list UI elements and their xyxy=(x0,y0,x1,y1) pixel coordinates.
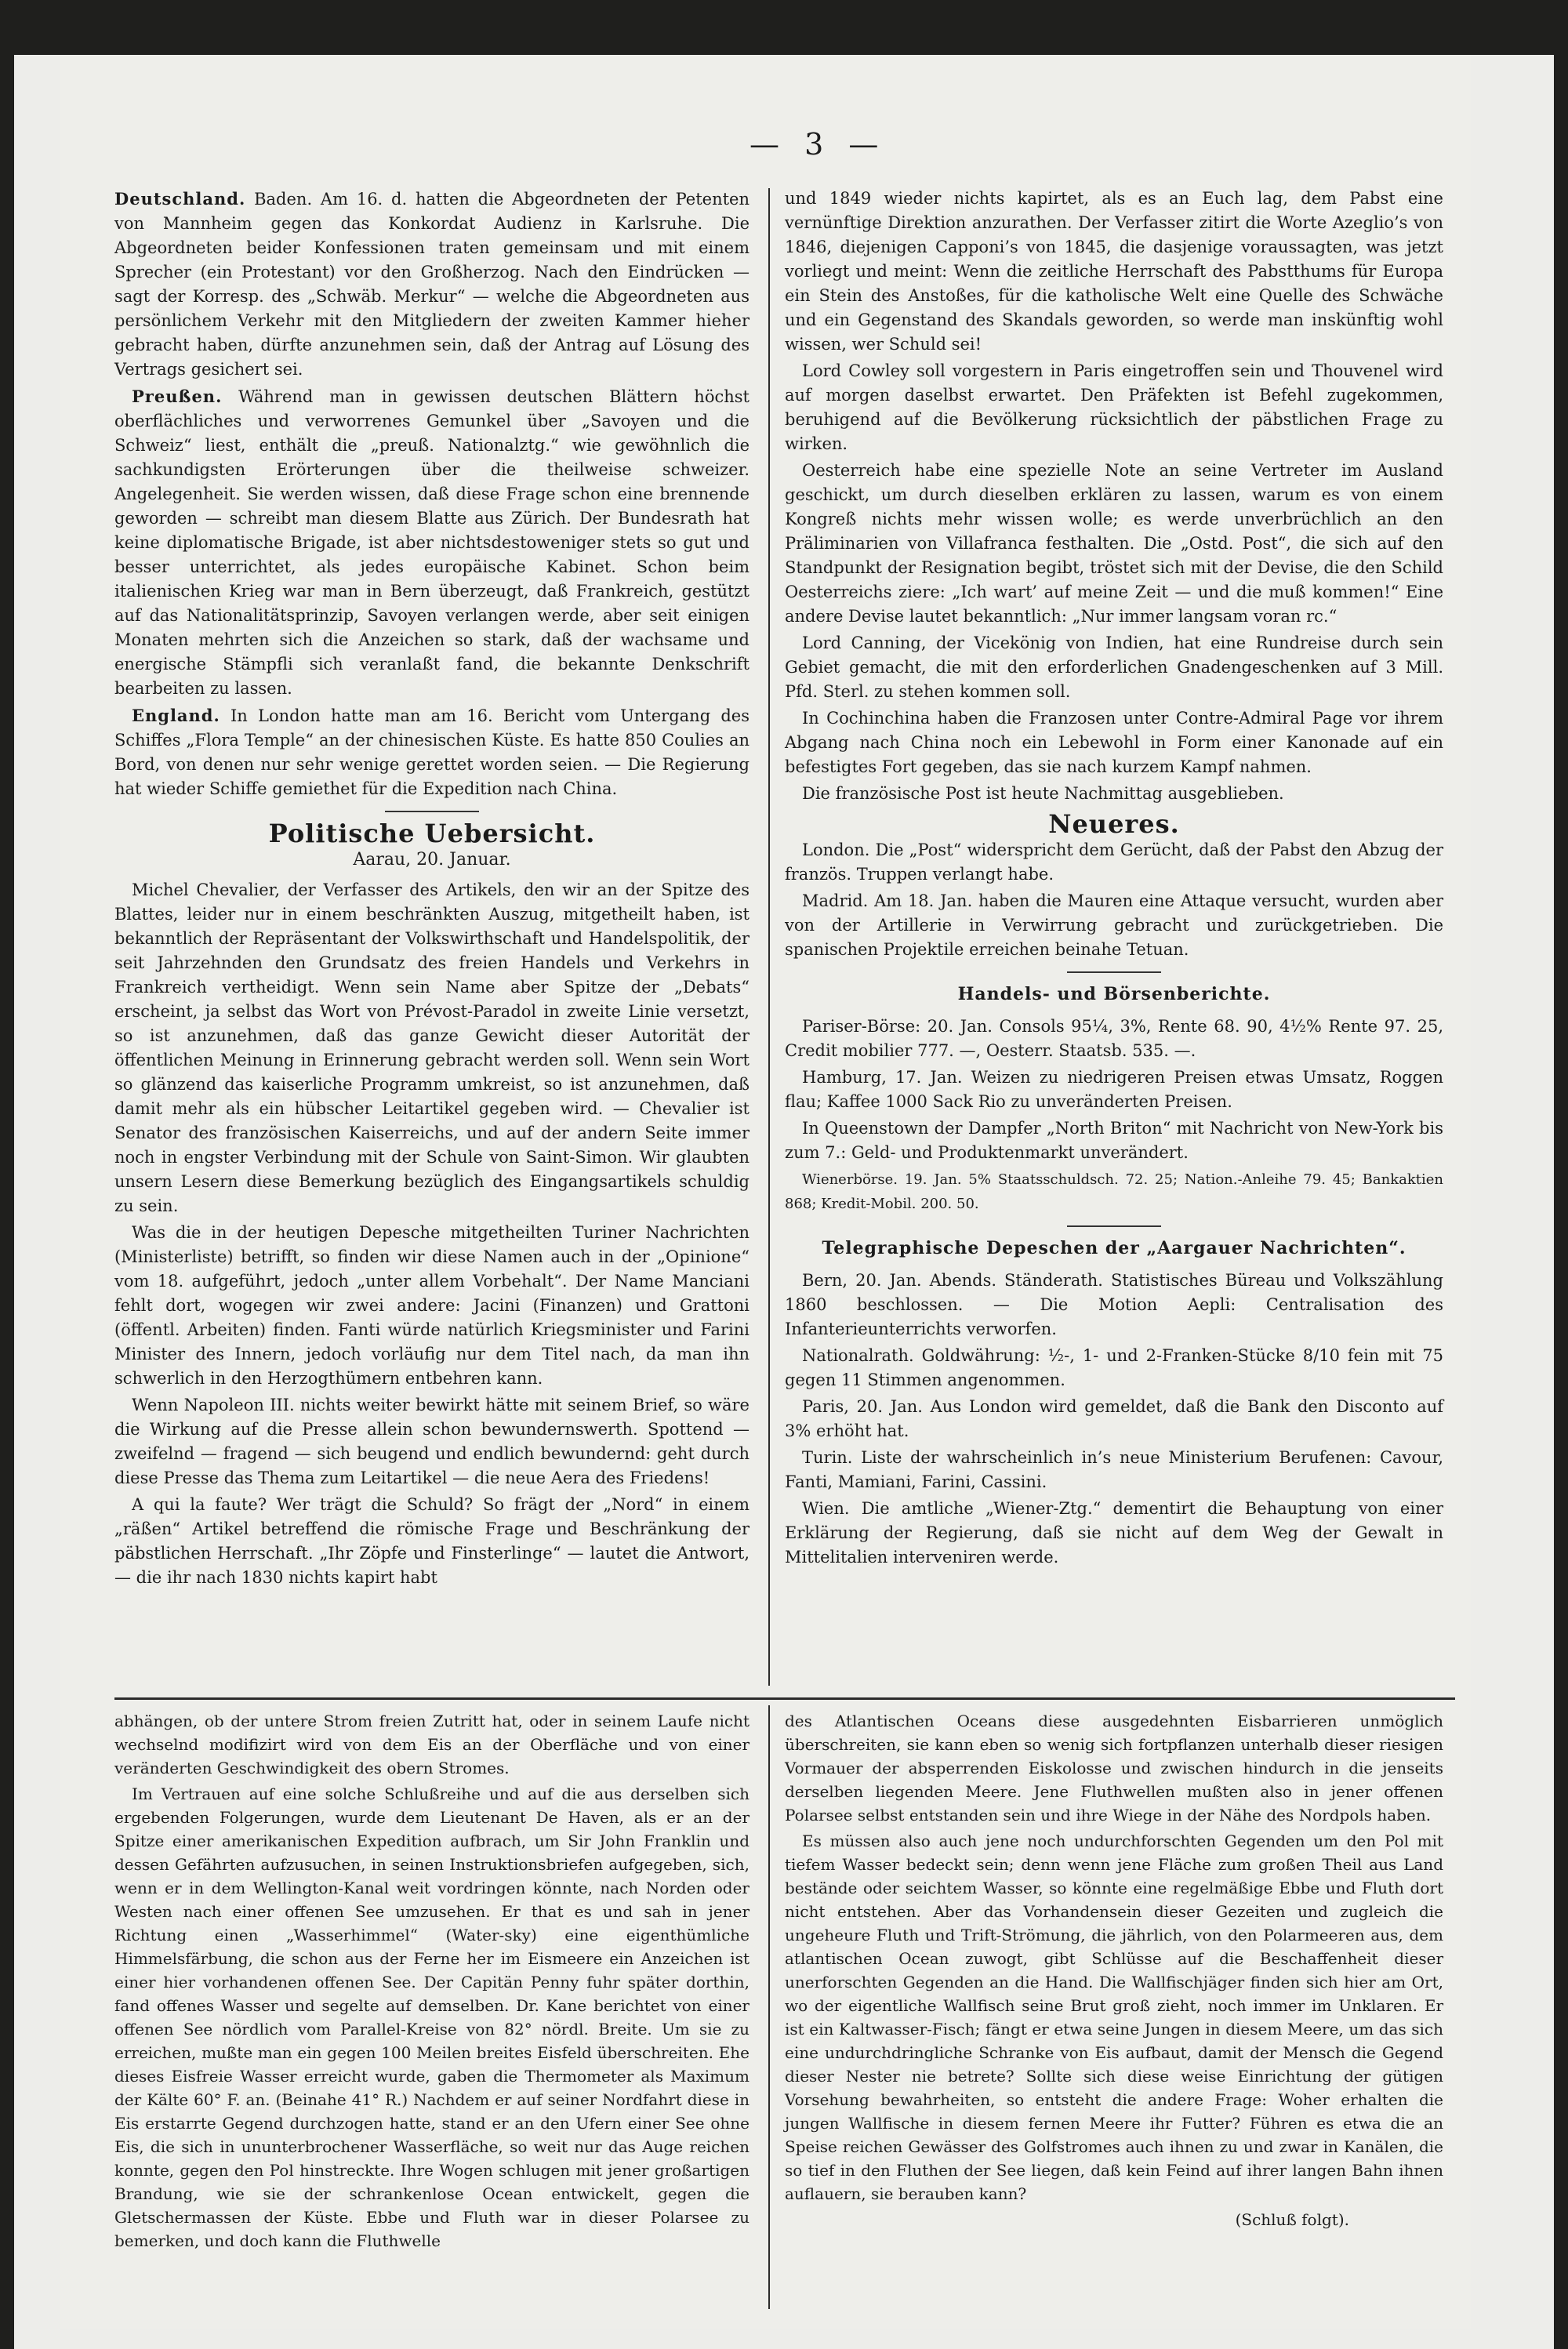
paragraph-wienerboerse: Wienerbörse. 19. Jan. 5% Staatsschuldsch. 72. 25; Nation.-Anleihe 79. 45; Bankaktien 868; Kredit-Mobil. 200. 50. xyxy=(785,1171,1443,1212)
feuilleton-paragraph-2: Im Vertrauen auf eine solche Schlußreihe und auf die aus derselben sich ergebenden Folgerungen, wurde dem Lieutenant De Haven, als er an der Spitze einer amerikanischen Expedition aufbrach, um Sir John Franklin und dessen Gefährten aufzusuchen, in seinen Instruktionsbriefen aufgegeben, sich, wenn er in dem Wellington-Kanal weit vordringen könnte, nach Norden oder Westen nach einer offenen See umzusehen. Er that es und sah in jener Richtung einen „Wasserhimmel“ (Water-sky) eine eigenthümliche Himmelsfärbung, die schon aus der Ferne her im Eismeere ein Anzeichen ist einer hier vorhandenen offenen See. Der Capitän Penny fuhr später dorthin, fand offenes Wasser und segelte auf demselben. Dr. Kane berichtet von einer offenen See nördlich vom Parallel-Kreise von 82° nördl. Breite. Um sie zu erreichen, mußte man ein gegen 100 Meilen breites Eisfeld überschreiten. Ehe dieses Eisfreie Wasser erreicht wurde, gaben die Thermometer als Maximum der Kälte 60° F. an. (Beinahe 41° R.) Nachdem er auf seiner Nordfahrt diese in Eis erstarrte Gegend durchzogen hatte, stand er an den Ufern einer See ohne Eis, die sich in ununterbrochener Wasserfläche, so weit nur das Auge reichen konnte, gegen den Pol hinstreckte. Ihre Wogen schlugen mit jener großartigen Brandung, wie sie der schrankenlose Ocean entwickelt, gegen die Gletschermassen der Küste. Ebbe und Fluth war in dieser Polarsee zu bemerken, und doch kann die Fluthwelle xyxy=(114,1784,750,2250)
paragraph-napoleon: Wenn Napoleon III. nichts weiter bewirkt hätte mit seinem Brief, so wäre die Wirkung auf die Presse allein schon bewundernswerth. Spottend — zweifelnd — fragend — sich beugend und endlich bewundernd: geht durch diese Presse das Thema zum Leitartikel — die neue Aera des Friedens! xyxy=(114,1396,750,1487)
paragraph-canning: Lord Canning, der Vicekönig von Indien, hat eine Rundreise durch sein Gebiet gemacht, die mit den erforderlichen Gnadengeschenken auf 3 Mill. Pfd. Sterl. zu stehen kommen soll. xyxy=(785,634,1443,701)
paragraph-oesterreich: Oesterreich habe eine spezielle Note an seine Vertreter im Ausland geschickt, um durch dieselben erklären zu lassen, warum es von einem Kongreß nichts mehr wissen wolle; es werde unverbrüchlich an den Präliminarien von Villafranca festhalten. Die „Ostd. Post“, die sich auf den Standpunkt der Resignation begibt, tröstet sich mit der Devise, die den Schild Oesterreichs ziere: „Ich wart’ auf meine Zeit — und die muß kommen!“ Eine andere Devise lautet bekanntlich: „Nur immer langsam voran rc.“ xyxy=(785,461,1443,626)
paragraph-paris: Paris, 20. Jan. Aus London wird gemeldet, daß die Bank den Disconto auf 3% erhöht hat. xyxy=(785,1397,1443,1440)
paragraph-hamburg: Hamburg, 17. Jan. Weizen zu niedrigeren Preisen etwas Umsatz, Roggen flau; Kaffee 1000 Sack Rio zu unveränderten Preisen. xyxy=(785,1068,1443,1111)
subhead-boersenberichte: Handels- und Börsenberichte. xyxy=(957,984,1271,1004)
column-bottom-right xyxy=(785,1709,1443,2231)
paragraph-london: London. Die „Post“ widerspricht dem Gerücht, daß der Pabst den Abzug der französ. Truppen verlangt habe. xyxy=(785,840,1443,884)
paragraph-turin-news: Was die in der heutigen Depesche mitgetheilten Turiner Nachrichten (Ministerliste) betrifft, so finden wir diese Namen auch in der „Opinione“ vom 18. aufgeführt, jedoch „unter allem Vorbehalt“. Der Name Manciani fehlt dort, wogegen wir zwei andere: Jacini (Finanzen) und Grattoni (öffentl. Arbeiten) finden. Fanti würde natürlich Kriegsminister und Farini Minister des Innern, jedoch vorläufig nur dem Titel nach, da man ihn schwerlich in den Herzogthümern entbehren kann. xyxy=(114,1223,750,1388)
feuilleton-paragraph-3: des Atlantischen Oceans diese ausgedehnten Eisbarrieren unmöglich überschreiten, sie kann eben so wenig sich fortpflanzen unterhalb dieser riesigen Vormauer der absperrenden Eiskolosse und zwischen hindurch in die jenseits derselben liegenden Meere. Jene Fluthwellen mußten also in jener offenen Polarsee selbst entstanden sein und ihre Wiege in der Nähe des Nordpols haben. xyxy=(785,1712,1443,1824)
heading-preussen: Preußen. xyxy=(132,387,223,406)
section-rule xyxy=(385,811,479,812)
continuation-note: (Schluß folgt). xyxy=(1235,2210,1349,2229)
paragraph-pariser-boerse: Pariser-Börse: 20. Jan. Consols 95¼, 3%, Rente 68. 90, 4½% Rente 97. 25, Credit mobilier 777. —, Oesterr. Staatsb. 535. —. xyxy=(785,1017,1443,1060)
feuilleton-paragraph-4: Es müssen also auch jene noch undurchforschten Gegenden um den Pol mit tiefem Wasser bedeckt sein; denn wenn jene Fläche zum großen Theil aus Land bestände oder seichtem Wasser, so könnte eine regelmäßige Ebbe und Fluth dort nicht entstehen. Aber das Vorhandensein dieser Gezeiten und zugleich die ungeheure Fluth und Trift-Strömung, die jährlich, von den Polarmeeren aus, dem atlantischen Ocean zuwogt, gibt Schlüsse auf die Beschaffenheit dieser unerforschten Gegenden an die Hand. Die Wallfischjäger finden sich hier am Ort, wo der eigentliche Wallfisch seine Brut groß zieht, noch immer im Unklaren. Er ist ein Kaltwasser-Fisch; fängt er etwa seine Jungen in diesem Meere, um das sich eine undurchdringliche Schranke von Eis aufbaut, damit der Mensch die Gegend dieser Nester nie betrete? Sollte sich diese weise Einrichtung der gütigen Vorsehung bewahrheiten, so entsteht die andere Frage: Woher erhalten die jungen Wallfische in diesem fernen Meere ihr Futter? Führen es etwa die an Speise reichen Gewässer des Golfstromes auch ihnen zu und zwar in Kanälen, die so tief in den Fluthen der See liegen, daß kein Feind auf ihrer langen Bahn ihnen auflauern, sie berauben kann? xyxy=(785,1832,1443,2203)
paragraph-chevalier: Michel Chevalier, der Verfasser des Artikels, den wir an der Spitze des Blattes, leider nur in einem beschränkten Auszug, mitgetheilt haben, ist bekanntlich der Repräsentant der Volkswirthschaft und Handelspolitik, der seit Jahrzehnden den Grundsatz des freien Handels und Verkehrs in Frankreich vertheidigt. Wenn sein Name aber Spitze der „Debats“ erscheint, ja selbst das Wort von Prévost-Paradol in zweite Linie versetzt, so ist anzunehmen, daß das ganze Gewicht dieser Autorität der öffentlichen Meinung in Erinnerung gebracht werden soll. Wenn sein Wort so glänzend das kaiserliche Programm umkreist, so ist anzunehmen, daß damit mehr als ein hübscher Leitartikel gegeben wird. — Chevalier ist Senator des französischen Kaiserreichs, und auf der andern Seite immer noch in engster Verbindung mit der Schule von Saint-Simon. Wir glaubten unsern Lesern diese Bemerkung bezüglich des Eingangsartikels schuldig zu sein. xyxy=(114,880,750,1215)
heading-england: England. xyxy=(132,706,220,725)
article-preussen xyxy=(114,384,750,701)
paragraph-nationalrath: Nationalrath. Goldwährung: ½-, 1- und 2-Franken-Stücke 8/10 fein mit 75 gegen 11 Stimmen angenommen. xyxy=(785,1346,1443,1389)
column-divider-top xyxy=(768,188,770,1686)
page-number: — 3 — xyxy=(750,127,887,162)
paragraph-continued: und 1849 wieder nichts kapirtet, als es an Euch lag, dem Pabst eine vernünftige Direktion anzurathen. Der Verfasser zitirt die Worte Azeglio’s von 1846, diejenigen Capponi’s von 1845, die dasjenige voraussagten, was jetzt vorliegt und meint: Wenn die zeitliche Herrschaft des Pabstthums für Europa ein Stein des Anstoßes, für die katholische Welt eine Quelle des Schwäche und ein Gegenstand des Skandals geworden, so werde man inskünftig wohl wissen, wer Schuld sei! xyxy=(785,189,1443,354)
article-deutschland xyxy=(114,187,750,382)
text-england: In London hatte man am 16. Bericht vom Untergang des Schiffes „Flora Temple“ an der chinesischen Küste. Es hatte 850 Coulies an Bord, von denen nur sehr wenige gerettet worden seien. — Die Regierung hat wieder Schiffe gemiethet für die Expedition nach China. xyxy=(114,706,750,798)
paragraph-nord: A qui la faute? Wer trägt die Schuld? So frägt der „Nord“ in einem „räßen“ Artikel betreffend die römische Frage und Beschränkung der päbstlichen Herrschaft. „Ihr Zöpfe und Finsterlinge“ — lautet die Antwort, — die ihr nach 1830 nichts kapirt habt xyxy=(114,1495,750,1587)
scan-background xyxy=(14,55,1554,2349)
section-rule xyxy=(1067,971,1161,973)
paragraph-madrid: Madrid. Am 18. Jan. haben die Mauren eine Attaque versucht, wurden aber von der Artillerie in Verwirrung gebracht und zurückgetrieben. Die spanischen Projektile erreichen beinahe Tetuan. xyxy=(785,891,1443,959)
section-rule xyxy=(1067,1225,1161,1227)
horizontal-divider xyxy=(114,1697,1455,1700)
column-top-left xyxy=(114,187,750,1592)
article-england xyxy=(114,703,750,801)
paragraph-wien: Wien. Die amtliche „Wiener-Ztg.“ dementirt die Behauptung von einer Erklärung der Regierung, daß sie nicht auf dem Weg der Gewalt in Mittelitalien interveniren werde. xyxy=(785,1499,1443,1567)
column-bottom-left xyxy=(114,1709,750,2255)
paragraph-post: Die französische Post ist heute Nachmittag ausgeblieben. xyxy=(802,784,1284,803)
paragraph-turin: Turin. Liste der wahrscheinlich in’s neue Ministerium Berufenen: Cavour, Fanti, Mamiani, Farini, Cassini. xyxy=(785,1448,1443,1491)
section-title-neueres: Neueres. xyxy=(1048,809,1180,839)
dateline: Aarau, 20. Januar. xyxy=(353,850,511,870)
section-title-politische-uebersicht: Politische Uebersicht. xyxy=(268,819,596,848)
column-divider-bottom xyxy=(768,1705,770,2309)
text-deutschland: Baden. Am 16. d. hatten die Abgeordneten der Petenten von Mannheim gegen das Konkordat Audienz in Karlsruhe. Die Abgeordneten beider Konfessionen traten gemeinsam und mit einem Sprecher (ein Protestant) vor den Großherzog. Nach den Eindrücken — sagt der Korresp. des „Schwäb. Merkur“ — welche die Abgeordneten aus persönlichem Verkehr mit den Mitgliedern der zweiten Kammer hieher gebracht haben, dürfte anzunehmen sein, daß der Antrag auf Lösung des Vertrags gesichert sei. xyxy=(114,190,750,379)
paragraph-queenstown: In Queenstown der Dampfer „North Briton“ mit Nachricht von New-York bis zum 7.: Geld- und Produktenmarkt unverändert. xyxy=(785,1119,1443,1162)
heading-deutschland: Deutschland. xyxy=(114,189,246,209)
column-top-right xyxy=(785,187,1443,1572)
paragraph-cowley: Lord Cowley soll vorgestern in Paris eingetroffen sein und Thouvenel wird auf morgen daselbst erwartet. Den Präfekten ist Befehl zugekommen, beruhigend auf die Bevölkerung rücksichtlich der päbstlichen Frage zu wirken. xyxy=(785,361,1443,453)
paragraph-bern: Bern, 20. Jan. Abends. Ständerath. Statistisches Büreau und Volkszählung 1860 beschlossen. — Die Motion Aepli: Centralisation des Infanterieunterrichts verworfen. xyxy=(785,1271,1443,1338)
subhead-depeschen: Telegraphische Depeschen der „Aargauer Nachrichten“. xyxy=(822,1238,1406,1258)
text-preussen: Während man in gewissen deutschen Blättern höchst oberflächliches und verworrenes Gemunkel über „Savoyen und die Schweiz“ liest, enthält die „preuß. Nationalztg.“ wie gewöhnlich die sachkundigsten Erörterungen über die theilweise schweizer. Angelegenheit. Sie werden wissen, daß diese Frage schon eine brennende geworden — schreibt man diesem Blatte aus Zürich. Der Bundesrath hat keine diplomatische Brigade, ist aber nichtsdestoweniger stets so gut und besser unterrichtet, als jedes europäische Kabinet. Schon beim italienischen Krieg war man in Bern überzeugt, daß Frankreich, gestützt auf das Nationalitätsprinzip, Savoyen verlangen werde, aber seit einigen Monaten mehrten sich die Anzeichen so stark, daß der wachsame und energische Stämpfli sich veranlaßt fand, die bekannte Denkschrift bearbeiten zu lassen. xyxy=(114,387,750,698)
newspaper-page xyxy=(60,55,1471,2329)
paragraph-cochinchina: In Cochinchina haben die Franzosen unter Contre-Admiral Page vor ihrem Abgang nach China noch ein Lebewohl in Form einer Kanonade auf ein befestigtes Fort gegeben, das sie nach kurzem Kampf nahmen. xyxy=(785,709,1443,776)
feuilleton-paragraph-1: abhängen, ob der untere Strom freien Zutritt hat, oder in seinem Laufe nicht wechselnd modifizirt wird von dem Eis an der Oberfläche und von einer veränderten Geschwindigkeit des obern Stromes. xyxy=(114,1712,750,1777)
